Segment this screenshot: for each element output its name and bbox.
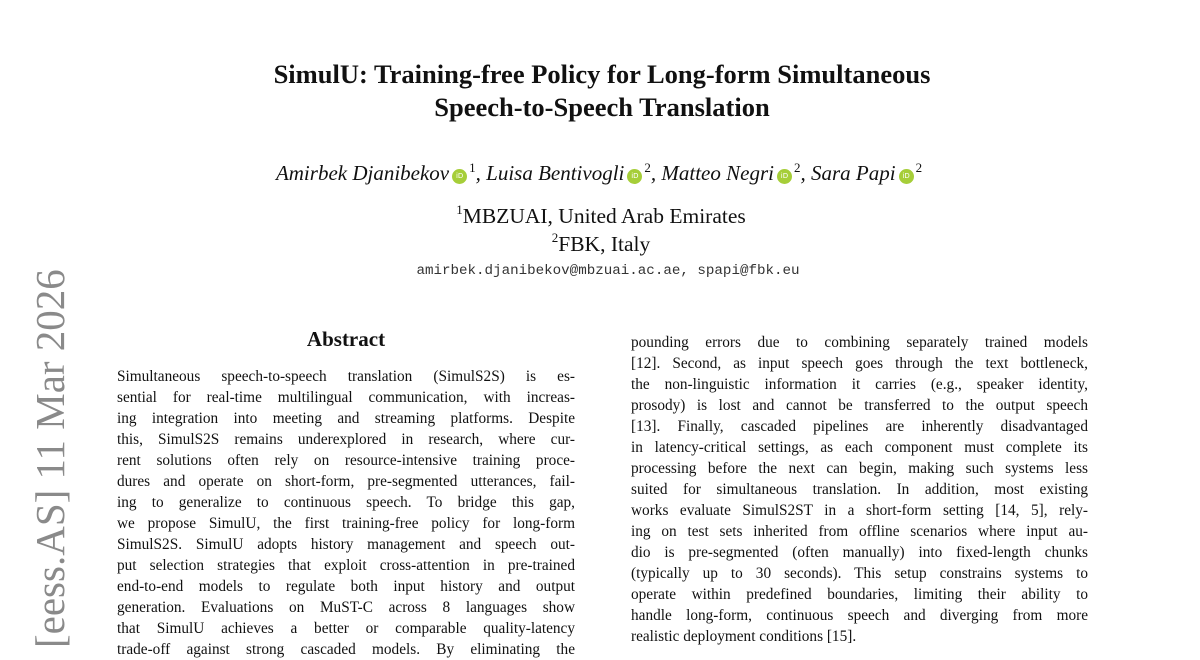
text-line: processing before the next can begin, making such systems less [631, 460, 1088, 477]
text-line: suited for simultaneous translation. In addition, most existing [631, 481, 1088, 498]
text-line: pounding errors due to combining separately trained models [631, 334, 1088, 351]
affiliation-line [0, 230, 1200, 258]
text-line: [12]. Second, as input speech goes through the text bottleneck, [631, 355, 1088, 372]
text-line: works evaluate SimulS2ST in a short-form setting [14, 5], rely- [631, 502, 1088, 519]
author-affiliation-mark: 2 [915, 160, 923, 175]
author-name: Luisa Bentivogli [486, 161, 625, 185]
text-line: end-to-end models to regulate both input history and output [117, 578, 575, 595]
text-line: ing integration into meeting and streaming platforms. Despite [117, 410, 575, 427]
affiliation-line [0, 202, 1200, 230]
author-separator: , [650, 161, 662, 185]
author-name: Matteo Negri [661, 161, 774, 185]
text-line: that SimulU achieves a better or comparable quality-latency [117, 620, 575, 637]
title-line-2: Speech-to-Speech Translation [434, 92, 770, 122]
affiliations [0, 202, 1200, 258]
text-line: this, SimulS2S remains underexplored in research, where cur- [117, 431, 575, 448]
author-name: Amirbek Djanibekov [275, 161, 450, 185]
affiliation-number: 1 [456, 202, 463, 217]
orcid-icon[interactable]: iD [777, 169, 792, 184]
text-line: ing on test sets inherited from offline scenarios where input au- [631, 523, 1088, 540]
text-line: generation. Evaluations on MuST-C across 8 languages show [117, 599, 575, 616]
intro-body-column [631, 332, 1088, 647]
text-line: [13]. Finally, cascaded pipelines are inherently disadvantaged [631, 418, 1088, 435]
text-line: we propose SimulU, the first training-free policy for long-form [117, 515, 575, 532]
text-line: dio is pre-segmented (often manually) into fixed-length chunks [631, 544, 1088, 561]
affiliation-text: FBK, Italy [558, 232, 651, 256]
author-affiliation-mark: 2 [644, 160, 651, 175]
text-line: trade-off against strong cascaded models. By eliminating the [117, 641, 575, 658]
text-line: put selection strategies that exploit cross-attention in pre-trained [117, 557, 575, 574]
orcid-icon[interactable]: iD [899, 169, 914, 184]
text-line: realistic deployment conditions [15]. [631, 628, 857, 645]
text-line: rent solutions often rely on resource-intensive training proce- [117, 452, 575, 469]
author-separator: , [800, 161, 811, 185]
text-line: ing to generalize to continuous speech. To bridge this gap, [117, 494, 575, 511]
author-list [0, 154, 1198, 187]
author-name: Sara Papi [810, 161, 896, 185]
text-line: handle long-form, continuous speech and diverging from more [631, 607, 1088, 624]
title-line-1: SimulU: Training-free Policy for Long-form Simultaneous [273, 59, 931, 89]
text-line: (typically up to 30 seconds). This setup constrains systems to [631, 565, 1088, 582]
abstract-body [117, 366, 575, 660]
text-line: Simultaneous speech-to-speech translation (SimulS2S) is es- [117, 368, 575, 385]
orcid-icon[interactable]: iD [452, 169, 467, 184]
orcid-icon[interactable]: iD [627, 169, 642, 184]
abstract-heading: Abstract [306, 327, 386, 351]
text-line: sential for real-time multilingual communication, with increas- [117, 389, 575, 406]
contact-email: amirbek.djanibekov@mbzuai.ac.ae, spapi@fbk.eu [416, 263, 800, 279]
author-affiliation-mark: 1 [469, 160, 476, 175]
arxiv-stamp: [eess.AS] 11 Mar 2026 [27, 269, 73, 648]
text-line: in latency-critical settings, as each component must complete its [631, 439, 1088, 456]
author-affiliation-mark: 2 [793, 160, 801, 175]
paper-title [0, 58, 1200, 124]
text-line: dures and operate on short-form, pre-segmented utterances, fail- [117, 473, 575, 490]
text-line: prosody) is lost and cannot be transferred to the output speech [631, 397, 1088, 414]
text-line: SimulS2S. SimulU adopts history management and speech out- [117, 536, 575, 553]
affiliation-number: 2 [551, 230, 559, 245]
author-separator: , [475, 161, 487, 185]
text-line: operate within predefined boundaries, limiting their ability to [631, 586, 1088, 603]
affiliation-text: MBZUAI, United Arab Emirates [462, 204, 746, 228]
text-line: the non-linguistic information it carries (e.g., speaker identity, [631, 376, 1088, 393]
